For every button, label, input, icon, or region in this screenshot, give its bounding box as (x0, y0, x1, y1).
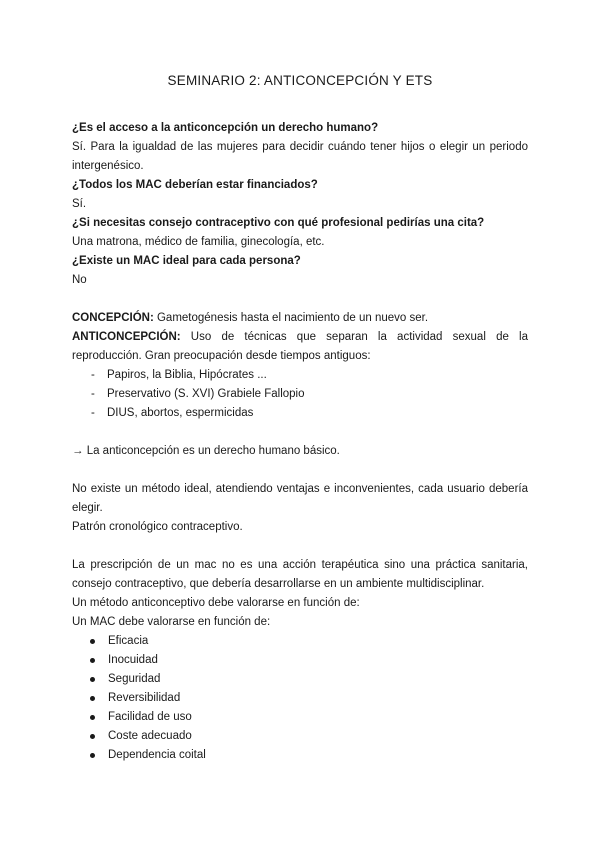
page-title: SEMINARIO 2: ANTICONCEPCIÓN Y ETS (167, 73, 433, 88)
question-4: ¿Existe un MAC ideal para cada persona? (72, 255, 301, 267)
definition-text-anticoncepcion: Uso de técnicas que separan la actividad sexual de la reproducción. Gran preocupación desde tiempos antiguos: (72, 331, 528, 362)
answer-1: Sí. Para la igualdad de las mujeres para decidir cuándo tener hijos o elegir un periodo intergenésico. (72, 141, 528, 172)
bullet-icon (90, 734, 95, 739)
bullet-icon (90, 696, 95, 701)
definition-anticoncepcion (72, 328, 528, 366)
answer-3: Una matrona, médico de familia, ginecología, etc. (72, 236, 325, 248)
list-item: Seguridad (72, 670, 528, 689)
list-item: Coste adecuado (72, 727, 528, 746)
definition-term-concepcion: CONCEPCIÓN: (72, 312, 154, 324)
paragraph-metodo: Un método anticonceptivo debe valorarse en función de: (72, 597, 360, 609)
bullet-icon (90, 658, 95, 663)
list-item: Dependencia coital (72, 746, 528, 765)
list-item: Eficacia (72, 632, 528, 651)
paragraph-ideal: No existe un método ideal, atendiendo ventajas e inconvenientes, cada usuario debería elegir. (72, 483, 528, 514)
list-item: Reversibilidad (72, 689, 528, 708)
history-list (72, 366, 528, 423)
paragraph-prescripcion: La prescripción de un mac no es una acción terapéutica sino una práctica sanitaria, consejo contraceptivo, que debería desarrollarse en un ambiente multidisciplinar. (72, 559, 528, 590)
definition-term-anticoncepcion: ANTICONCEPCIÓN: (72, 331, 181, 343)
paragraph-mac: Un MAC debe valorarse en función de: (72, 616, 271, 628)
arrow-note: → La anticoncepción es un derecho humano básico. (72, 445, 340, 457)
question-2: ¿Todos los MAC deberían estar financiados? (72, 179, 318, 191)
list-item: - DIUS, abortos, espermicidas (72, 404, 528, 423)
bullet-icon (90, 677, 95, 682)
definition-concepcion (72, 309, 528, 328)
paragraph-patron: Patrón cronológico contraceptivo. (72, 521, 243, 533)
definition-text-concepcion: Gametogénesis hasta el nacimiento de un nuevo ser. (153, 312, 429, 324)
list-item: - Preservativo (S. XVI) Grabiele Fallopio (72, 385, 528, 404)
bullet-icon (90, 639, 95, 644)
list-item: Facilidad de uso (72, 708, 528, 727)
criteria-list (72, 632, 528, 765)
list-item: Inocuidad (72, 651, 528, 670)
answer-2: Sí. (72, 198, 87, 210)
bullet-icon (90, 715, 95, 720)
question-3: ¿Si necesitas consejo contraceptivo con qué profesional pedirías una cita? (72, 217, 485, 229)
bullet-icon (90, 753, 95, 758)
list-item: - Papiros, la Biblia, Hipócrates ... (72, 366, 528, 385)
answer-4: No (72, 274, 87, 286)
question-1: ¿Es el acceso a la anticoncepción un derecho humano? (72, 122, 379, 134)
qa-section (72, 119, 528, 290)
